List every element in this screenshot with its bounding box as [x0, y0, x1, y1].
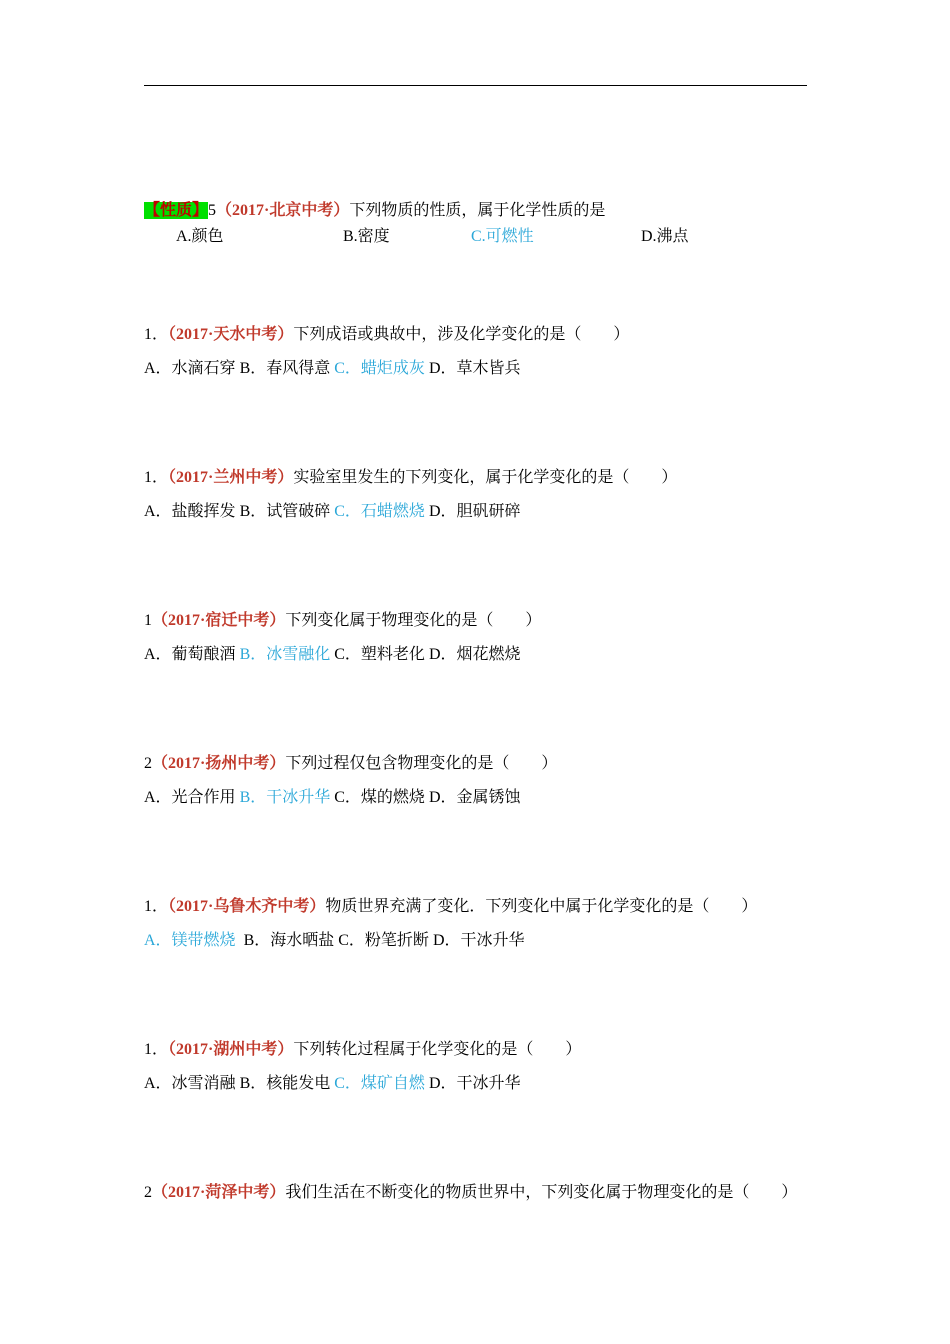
- question-source: （2017·扬州中考）: [152, 755, 286, 772]
- question-stem: 下列过程仅包含物理变化的是（ ）: [285, 755, 558, 772]
- header-rule: [144, 85, 807, 86]
- question-number: 1: [144, 612, 152, 629]
- question-stem-line: [144, 468, 814, 488]
- option-b-answer: B．冰雪融化: [239, 646, 331, 663]
- question-stem: 下列转化过程属于化学变化的是（ ）: [293, 1041, 582, 1058]
- question-source: （2017·天水中考）: [168, 326, 294, 343]
- question-stem: 我们生活在不断变化的物质世界中，下列变化属于物理变化的是（ ）: [285, 1184, 798, 1201]
- question-stem: 下列物质的性质，属于化学性质的是: [349, 202, 606, 219]
- question-number: 2: [144, 755, 152, 772]
- question-stem: 下列变化属于物理变化的是（ ）: [285, 612, 542, 629]
- question-lanzhou: [144, 468, 814, 522]
- option-a: A．冰雪消融: [144, 1075, 236, 1092]
- question-suqian: [144, 611, 814, 665]
- options-row: [144, 1074, 814, 1094]
- question-tianshui: [144, 325, 814, 379]
- option-a: A．葡萄酿酒: [144, 646, 236, 663]
- option-d: D．烟花燃烧: [428, 646, 521, 663]
- question-stem-line: [144, 1040, 814, 1060]
- option-c-answer: C．石蜡燃烧: [334, 503, 425, 520]
- option-d: D.沸点: [641, 228, 689, 245]
- question-huzhou: [144, 1040, 814, 1094]
- option-d: D．草木皆兵: [428, 360, 521, 377]
- option-b: B．试管破碎: [239, 503, 331, 520]
- options-row: [144, 931, 814, 951]
- option-a-answer: A．镁带燃烧: [144, 932, 236, 949]
- question-stem-line: [144, 1183, 814, 1203]
- option-a: A.颜色: [176, 228, 224, 245]
- options-row: [144, 502, 814, 522]
- option-d: D．金属锈蚀: [428, 789, 521, 806]
- option-c: C．粉笔折断: [338, 932, 429, 949]
- option-c-answer: C．煤矿自燃: [334, 1075, 425, 1092]
- option-a: A．光合作用: [144, 789, 236, 806]
- option-b: B．海水晒盐: [243, 932, 335, 949]
- option-c-answer: C.可燃性: [471, 228, 534, 245]
- question-stem-line: [144, 754, 814, 774]
- option-d: D．干冰升华: [432, 932, 525, 949]
- options-row: [144, 227, 814, 247]
- question-properties: [144, 201, 814, 247]
- options-row: [144, 359, 814, 379]
- question-stem: 实验室里发生的下列变化，属于化学变化的是（ ）: [293, 469, 678, 486]
- question-number: 5: [208, 202, 217, 219]
- question-number: 1．: [144, 1041, 169, 1058]
- option-b: B．核能发电: [239, 1075, 331, 1092]
- options-row: [144, 645, 814, 665]
- category-tag: 【性质】: [144, 202, 209, 219]
- question-number: 1．: [144, 469, 169, 486]
- option-c: C．塑料老化: [334, 646, 425, 663]
- option-c: C．煤的燃烧: [334, 789, 425, 806]
- question-yangzhou: [144, 754, 814, 808]
- question-number: 1．: [144, 898, 169, 915]
- question-stem: 下列成语或典故中，涉及化学变化的是（ ）: [293, 326, 630, 343]
- option-b: B.密度: [343, 228, 390, 245]
- question-number: 2: [144, 1184, 152, 1201]
- option-d: D．胆矾研碎: [428, 503, 521, 520]
- question-source: （2017·北京中考）: [216, 202, 350, 219]
- question-source: （2017·菏泽中考）: [152, 1184, 286, 1201]
- question-stem-line: [144, 897, 814, 917]
- question-source: （2017·湖州中考）: [168, 1041, 294, 1058]
- question-stem: 物质世界充满了变化．下列变化中属于化学变化的是（ ）: [325, 898, 758, 915]
- question-source: （2017·乌鲁木齐中考）: [168, 898, 326, 915]
- question-stem-line: [144, 325, 814, 345]
- option-d: D．干冰升华: [428, 1075, 521, 1092]
- question-stem-line: [144, 201, 814, 221]
- question-heze: [144, 1183, 814, 1203]
- question-number: 1．: [144, 326, 169, 343]
- question-source: （2017·宿迁中考）: [152, 612, 286, 629]
- options-row: [144, 788, 814, 808]
- question-stem-line: [144, 611, 814, 631]
- option-c-answer: C．蜡炬成灰: [334, 360, 425, 377]
- option-b: B．春风得意: [239, 360, 331, 377]
- question-source: （2017·兰州中考）: [168, 469, 294, 486]
- question-urumqi: [144, 897, 814, 951]
- option-a: A．水滴石穿: [144, 360, 236, 377]
- option-a: A．盐酸挥发: [144, 503, 236, 520]
- option-b-answer: B．干冰升华: [239, 789, 331, 806]
